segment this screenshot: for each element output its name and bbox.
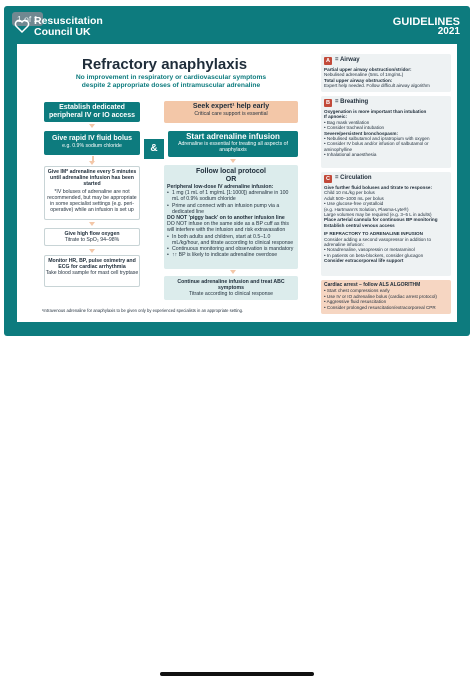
circulation-letter: C (325, 176, 331, 182)
fluid-bolus-title: Give rapid IV fluid bolus (51, 135, 133, 142)
list-item: • 1 mg (1 mL of 1 mg/mL [1:1000]) adrenaline in 100 mL of 0.9% sodium chloride (167, 190, 295, 202)
and-connector: & (144, 139, 164, 159)
continue-infusion-sub: Titrate according to clinical response (188, 291, 273, 298)
local-protocol-or: OR (225, 176, 237, 183)
page-indicator: 1 of 1 (12, 12, 43, 26)
circulation-line: Establish central venous access (324, 222, 395, 228)
airway-line: Total upper airway obstruction: (324, 77, 393, 83)
breathing-line: Oxygenation is more important than intubation (324, 109, 427, 114)
seek-help-sub: Critical care support is essential (194, 111, 268, 117)
circulation-line: Child 10 mL/kg per bolus (324, 190, 375, 196)
circulation-line: Give further fluid boluses and titrate to response: (324, 185, 432, 190)
establish-access-box: Establish dedicated peripheral IV or IO access (44, 102, 140, 122)
cardiac-arrest-line: • Use IV or IO adrenaline bolus (cardiac arrest protocol) (324, 293, 437, 299)
cardiac-arrest-panel (321, 280, 451, 314)
guidelines-label: GUIDELINES (392, 16, 460, 28)
local-protocol-box (164, 165, 298, 269)
breathing-line: • Consider IV bolus and/or infusion of salbutamol or aminophylline (324, 141, 429, 152)
fluid-bolus-sub: e.g. 0.9% sodium chloride (62, 143, 122, 149)
cardiac-arrest-line: • Start chest compressions early (324, 288, 390, 294)
arrow-down-icon (89, 161, 95, 165)
peripheral-infusion-list (167, 190, 295, 215)
donot-piggyback: DO NOT 'piggy back' on to another infusion line (167, 215, 285, 222)
oxygen-sub: Titrate to SpO₂ 94–98% (64, 237, 120, 244)
heart-logo-icon (14, 18, 30, 34)
fluid-bolus-box (44, 131, 140, 155)
circulation-line: Consider extracorporeal life support (324, 258, 404, 264)
cardiac-arrest-title: Cardiac arrest – follow ALS ALGORITHM (324, 282, 421, 288)
peripheral-infusion-list-2 (167, 234, 295, 259)
im-adrenaline-note: *IV boluses of adrenaline are not recommended, but may be appropriate in some specialist settings (e.g. peri-operative) while an infusion is set up (47, 188, 137, 214)
arrow-down-icon (89, 124, 95, 128)
circulation-panel (321, 172, 451, 276)
circulation-line: Consider adding a second vasopressor in addition to adrenaline infusion: (324, 236, 431, 248)
breathing-line: • Bag mask ventilation (324, 119, 370, 125)
brand-line1: Resuscitation (34, 15, 103, 27)
im-adrenaline-box (44, 166, 140, 220)
breathing-line: • Consider tracheal intubation (324, 125, 385, 131)
circulation-line: Large volumes may be required (e.g. 3–5 L in adults) (324, 212, 432, 218)
airway-line: Expert help needed. Follow difficult airway algorithm (324, 83, 430, 89)
circulation-line: • In patients on beta-blockers, consider glucagon (324, 252, 424, 258)
im-adrenaline-title: Give IM* adrenaline every 5 minutes until adrenaline infusion has been started (47, 169, 137, 188)
seek-help-box (164, 101, 298, 123)
cardiac-arrest-line: • Consider prolonged resuscitation/extracorporeal CPR (324, 304, 436, 310)
circulation-line: Place arterial cannula for continuous BP monitoring (324, 217, 438, 223)
list-item: • In both adults and children, start at 0.5–1.0 mL/kg/hour, and titrate according to clinical response (167, 234, 295, 246)
guidelines-year: 2021 (437, 26, 460, 37)
cardiac-arrest-line: • Aggressive fluid resuscitation (324, 299, 387, 305)
breathing-panel (321, 96, 451, 168)
start-infusion-sub: Adrenaline is essential for treating all aspects of anaphylaxis (178, 141, 288, 154)
rc-uk-logo (34, 16, 103, 38)
monitor-box (44, 255, 140, 287)
arrow-down-icon (230, 159, 236, 163)
footnote: ¹Intravenous adrenaline for anaphylaxis to be given only by experienced specialists in an appropriate setting. (42, 308, 244, 313)
circulation-line: (e.g. Hartmann's Solution, Plasma-Lyte®) (324, 206, 409, 212)
continue-infusion-title: Continue adrenaline infusion and treat ABC symptoms (177, 279, 285, 292)
airway-title: = Airway (335, 57, 360, 64)
airway-line: Partial upper airway obstruction/stridor: (324, 67, 412, 72)
continue-infusion-box (164, 276, 298, 300)
peripheral-infusion-title: Peripheral low-dose IV adrenaline infusion: (167, 184, 274, 190)
brand-line2: Council UK (34, 26, 91, 38)
page-subtitle: No improvement in respiratory or cardiovascular symptoms despite 2 appropriate doses of intramuscular adrenaline (75, 74, 267, 89)
circulation-line: Adult 500–1000 mL per bolus (324, 195, 384, 201)
airway-line: Nebulised adrenaline (5mL of 1mg/mL) (324, 72, 404, 78)
arrow-down-icon (89, 222, 95, 226)
list-item: • Continuous monitoring and observation is mandatory (167, 246, 295, 252)
oxygen-box (44, 228, 140, 246)
circulation-line: • Noradrenaline, vasopressin or metaraminol (324, 247, 415, 253)
airway-letter: A (325, 58, 331, 64)
breathing-line: If apnoeic: (324, 114, 347, 120)
circulation-line: IF REFRACTORY TO ADRENALINE INFUSION (324, 231, 423, 237)
breathing-letter: B (325, 100, 331, 106)
local-protocol-title: Follow local protocol (196, 168, 266, 175)
breathing-line: • Inhalational anaesthesia (324, 152, 377, 158)
monitor-sub: Take blood sample for mast cell tryptase (45, 270, 139, 277)
guidelines-mark (393, 17, 460, 37)
circulation-line: • Use glucose-free crystalloid (324, 201, 384, 207)
circulation-title: = Circulation (335, 175, 372, 182)
page-title: Refractory anaphylaxis (82, 56, 248, 73)
list-item: • ↑↑ BP is likely to indicate adrenaline overdose (167, 252, 295, 258)
seek-help-title: Seek expert¹ help early (192, 103, 270, 110)
breathing-line: • Nebulised salbutamol and ipratropium with oxygen (324, 136, 430, 142)
breathing-title: = Breathing (335, 99, 369, 106)
home-indicator[interactable] (160, 672, 314, 676)
monitor-title: Monitor HR, BP, pulse oximetry and ECG for cardiac arrhythmia (48, 258, 136, 271)
list-item: • Prime and connect with an infusion pump via a dedicated line (167, 203, 295, 215)
start-infusion-title: Start adrenaline infusion (186, 132, 280, 141)
start-infusion-box (168, 131, 298, 157)
airway-panel (321, 54, 451, 92)
arrow-down-icon (230, 270, 236, 274)
donot-infuse: DO NOT infuse on the same side as a BP cuff as this will interfere with the infusion and risk extravasation (167, 221, 289, 234)
breathing-line: Severe/persistent bronchospasm: (324, 130, 399, 136)
oxygen-title: Give high flow oxygen (64, 231, 120, 237)
arrow-down-icon (89, 249, 95, 253)
